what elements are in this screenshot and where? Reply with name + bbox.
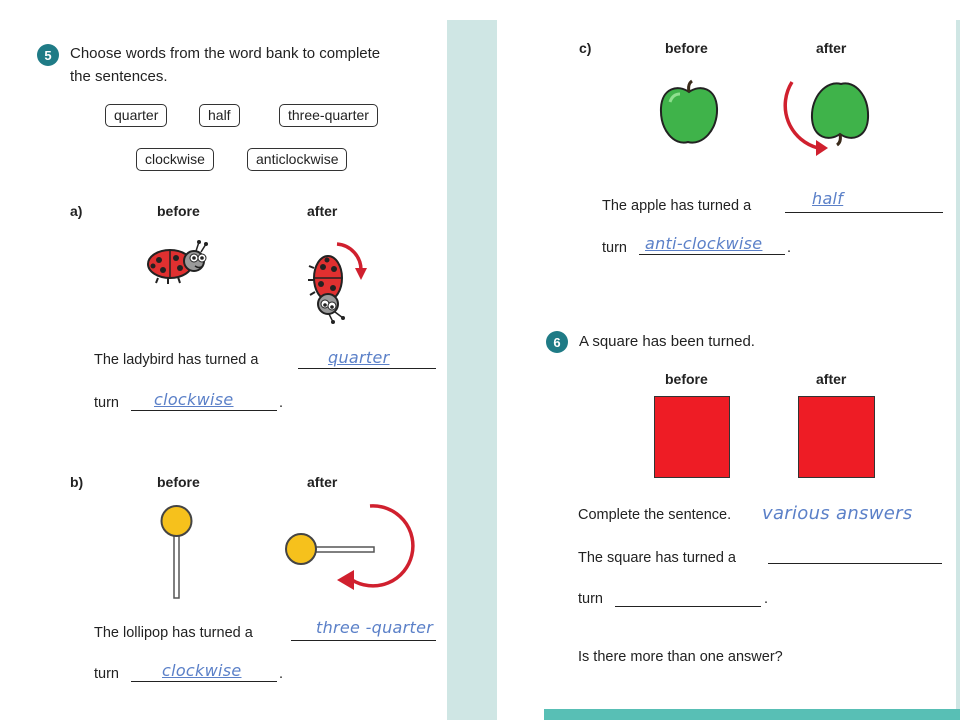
part-a-sentence-start: The ladybird has turned a <box>94 352 259 368</box>
part-b-period: . <box>279 666 284 682</box>
part-c-sentence-start: The apple has turned a <box>602 198 752 214</box>
page-gutter <box>447 20 497 720</box>
apple-before-image <box>658 80 722 150</box>
question-5-instruction <box>70 42 380 88</box>
part-b-direction-answer: clockwise <box>162 661 242 680</box>
word-bank-chip-quarter: quarter <box>105 104 167 127</box>
word-bank-chip-clockwise: clockwise <box>136 148 214 171</box>
part-b-sentence-start: The lollipop has turned a <box>94 625 253 641</box>
part-a-before-heading: before <box>157 203 200 219</box>
part-a-after-heading: after <box>307 203 338 219</box>
question-6-complete-answer: various answers <box>762 503 913 524</box>
part-c-before-heading: before <box>665 40 708 56</box>
word-bank-chip-half: half <box>199 104 240 127</box>
question-6-after-heading: after <box>816 371 847 387</box>
question-6-sentence-start: The square has turned a <box>578 550 736 566</box>
part-b-turn-word: turn <box>94 666 119 682</box>
question-6-more-question: Is there more than one answer? <box>578 649 783 665</box>
part-c-period: . <box>787 240 792 256</box>
lollipop-before-image <box>157 502 197 602</box>
part-a-direction-answer: clockwise <box>154 390 234 409</box>
instruction-line-1: Choose words from the word bank to complete <box>70 45 381 62</box>
part-a-period: . <box>279 395 284 411</box>
question-6-before-heading: before <box>665 371 708 387</box>
question-6-title: A square has been turned. <box>579 333 755 350</box>
question-6-amount-blank[interactable] <box>768 545 942 564</box>
question-6-complete-prompt: Complete the sentence. <box>578 507 732 523</box>
apple-after-image <box>778 72 878 158</box>
part-b-after-heading: after <box>307 474 338 490</box>
part-c-after-heading: after <box>816 40 847 56</box>
ladybird-before-image <box>143 238 213 286</box>
question-6-direction-blank[interactable] <box>615 588 761 607</box>
question-6-number-badge: 6 <box>546 331 568 353</box>
part-b-amount-answer: three -quarter <box>316 618 434 637</box>
part-a-label: a) <box>70 203 83 219</box>
part-a-turn-word: turn <box>94 395 119 411</box>
word-bank-chip-three-quarter: three-quarter <box>279 104 378 127</box>
right-edge-strip <box>956 20 960 720</box>
question-6-turn-word: turn <box>578 591 603 607</box>
ladybird-after-image <box>305 240 371 324</box>
part-c-label: c) <box>579 40 592 56</box>
part-a-amount-answer: quarter <box>328 348 390 367</box>
square-after-image <box>798 396 875 478</box>
bottom-bar <box>544 709 960 720</box>
square-before-image <box>654 396 730 478</box>
instruction-line-2: the sentences. <box>70 68 168 85</box>
part-c-turn-word: turn <box>602 240 627 256</box>
part-c-direction-answer: anti-clockwise <box>645 234 763 253</box>
word-bank-chip-anticlockwise: anticlockwise <box>247 148 347 171</box>
part-c-amount-answer: half <box>812 189 844 208</box>
question-6-period: . <box>764 591 769 607</box>
part-b-label: b) <box>70 474 84 490</box>
question-5-number-badge: 5 <box>37 44 59 66</box>
part-b-before-heading: before <box>157 474 200 490</box>
part-c-amount-blank[interactable] <box>785 194 943 213</box>
lollipop-after-image <box>282 500 412 596</box>
